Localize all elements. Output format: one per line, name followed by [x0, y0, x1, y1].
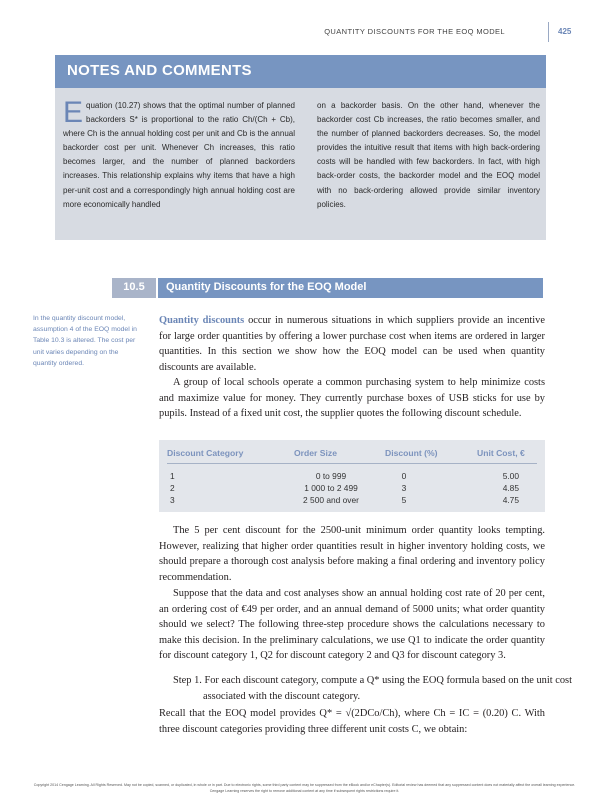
paragraph-intro-text: occur in numerous situations in which suppliers provide an incentive for large order quantities by offering a lower purchase cost when items are ordered in larger quantities. In this section we show how the EOQ model can be used when quantity discounts are available.	[159, 315, 545, 373]
table-header-unit-cost: Unit Cost, €	[477, 448, 525, 458]
table-cell: 4.75	[502, 495, 519, 505]
keyword-quantity-discounts: Quantity discounts	[159, 315, 245, 326]
notes-title-bar	[55, 55, 546, 88]
table-cell: 0	[401, 471, 407, 481]
paragraph-discount-analysis: The 5 per cent discount for the 2500-unit minimum order quantity looks tempting. However, realizing that higher order quantities result in higher inventory holding costs, we should prepare a thorough cost analysis before making a final ordering and inventory policy recommendation.	[159, 525, 545, 583]
notes-right-column	[317, 99, 540, 212]
paragraph-schools: A group of local schools operate a common purchasing system to help minimize costs and maximize value for money. They currently purchase boxes of USB sticks for use by pupils. Instead of a fixed unit cost, the supplier quotes the following discount schedule.	[159, 377, 545, 420]
section-title: Quantity Discounts for the EOQ Model	[166, 281, 367, 293]
notes-left-text: quation (10.27) shows that the optimal number of planned backorders S* is proportional to the ratio Ch/(Ch + Cb), where Ch is the annual holding cost per unit and Cb is the annual backorder cost per unit. Whenever Ch increases, this ratio becomes larger, and the number of planned backorders increases. This relationship explains why items that have a high per-unit cost and a correspondingly high annual holding cost are more economically handled	[63, 101, 295, 209]
step-1: Step 1. For each discount category, compute a Q* using the EOQ formula based on the unit cost associated with the discount category.	[173, 675, 572, 702]
table-cell: 5	[401, 495, 407, 505]
table-cell: 0 to 999	[315, 471, 347, 481]
copyright-footer: Copyright 2014 Cengage Learning. All Rights Reserved. May not be copied, scanned, or duplicated, in whole or in part. Due to electronic rights, some third party content may be suppressed from the eBook and/or eChapter(s). Editorial review has deemed that any suppressed content does not materially affect the overall learning experience. Cengage Learning reserves the right to remove additional content at any time if subsequent rights restrictions require it.	[33, 783, 576, 793]
notes-box	[55, 55, 546, 240]
header-divider	[548, 22, 549, 42]
table-header-discount: Discount (%)	[385, 448, 438, 458]
page-number: 425	[558, 27, 572, 36]
section-title-bar	[158, 278, 543, 298]
notes-title: NOTES AND COMMENTS	[67, 62, 252, 79]
paragraph-procedure: Suppose that the data and cost analyses show an annual holding cost rate of 20 per cent, an ordering cost of €49 per order, and an annual demand of 5000 units; what order quantity should we select? The following three-step procedure shows the calculations necessary to make this decision. In the preliminary calculations, we use Q1 to indicate the order quantity for discount category 1, Q2 for discount category 2 and Q3 for discount category 3.	[159, 588, 545, 662]
table-header-category: Discount Category	[167, 448, 244, 458]
table-cell: 3	[401, 483, 407, 493]
notes-left-column	[63, 96, 295, 212]
discount-table	[159, 440, 545, 512]
margin-note: In the quantity discount model, assumption 4 of the EOQ model in Table 10.3 is altered. The cost per unit varies depending on the quantity ordered.	[33, 315, 137, 367]
table-header-order-size: Order Size	[294, 448, 337, 458]
table-header-rule	[167, 463, 537, 464]
table-cell: 3	[170, 495, 175, 505]
notes-right-text: on a backorder basis. On the other hand, whenever the backorder cost Cb increases, the ratio becomes smaller, and the number of planned backorders decreases. So, the model provides the intuitive result that items with high back-ordering costs will be handled with few backorders. In fact, with high back-order costs, the backorder model and the EOQ model with no back-ordering allowed provide similar inventory policies.	[317, 101, 540, 209]
table-cell: 4.85	[502, 483, 519, 493]
section-number-box	[112, 278, 156, 298]
paragraph-eoq-formula: Recall that the EOQ model provides Q* = √(2DCo/Ch), where Ch = IC = (0.20) C. With three discount categories providing three different unit costs C, we obtain:	[159, 708, 545, 735]
drop-cap: E	[63, 96, 84, 129]
table-cell: 5.00	[502, 471, 519, 481]
table-cell: 1	[170, 471, 175, 481]
table-cell: 1 000 to 2 499	[304, 483, 358, 493]
table-cell: 2 500 and over	[303, 495, 359, 505]
running-head: QUANTITY DISCOUNTS FOR THE EOQ MODEL	[324, 27, 505, 36]
paragraph-intro	[159, 313, 545, 375]
table-cell: 2	[170, 483, 175, 493]
section-number: 10.5	[123, 281, 145, 293]
